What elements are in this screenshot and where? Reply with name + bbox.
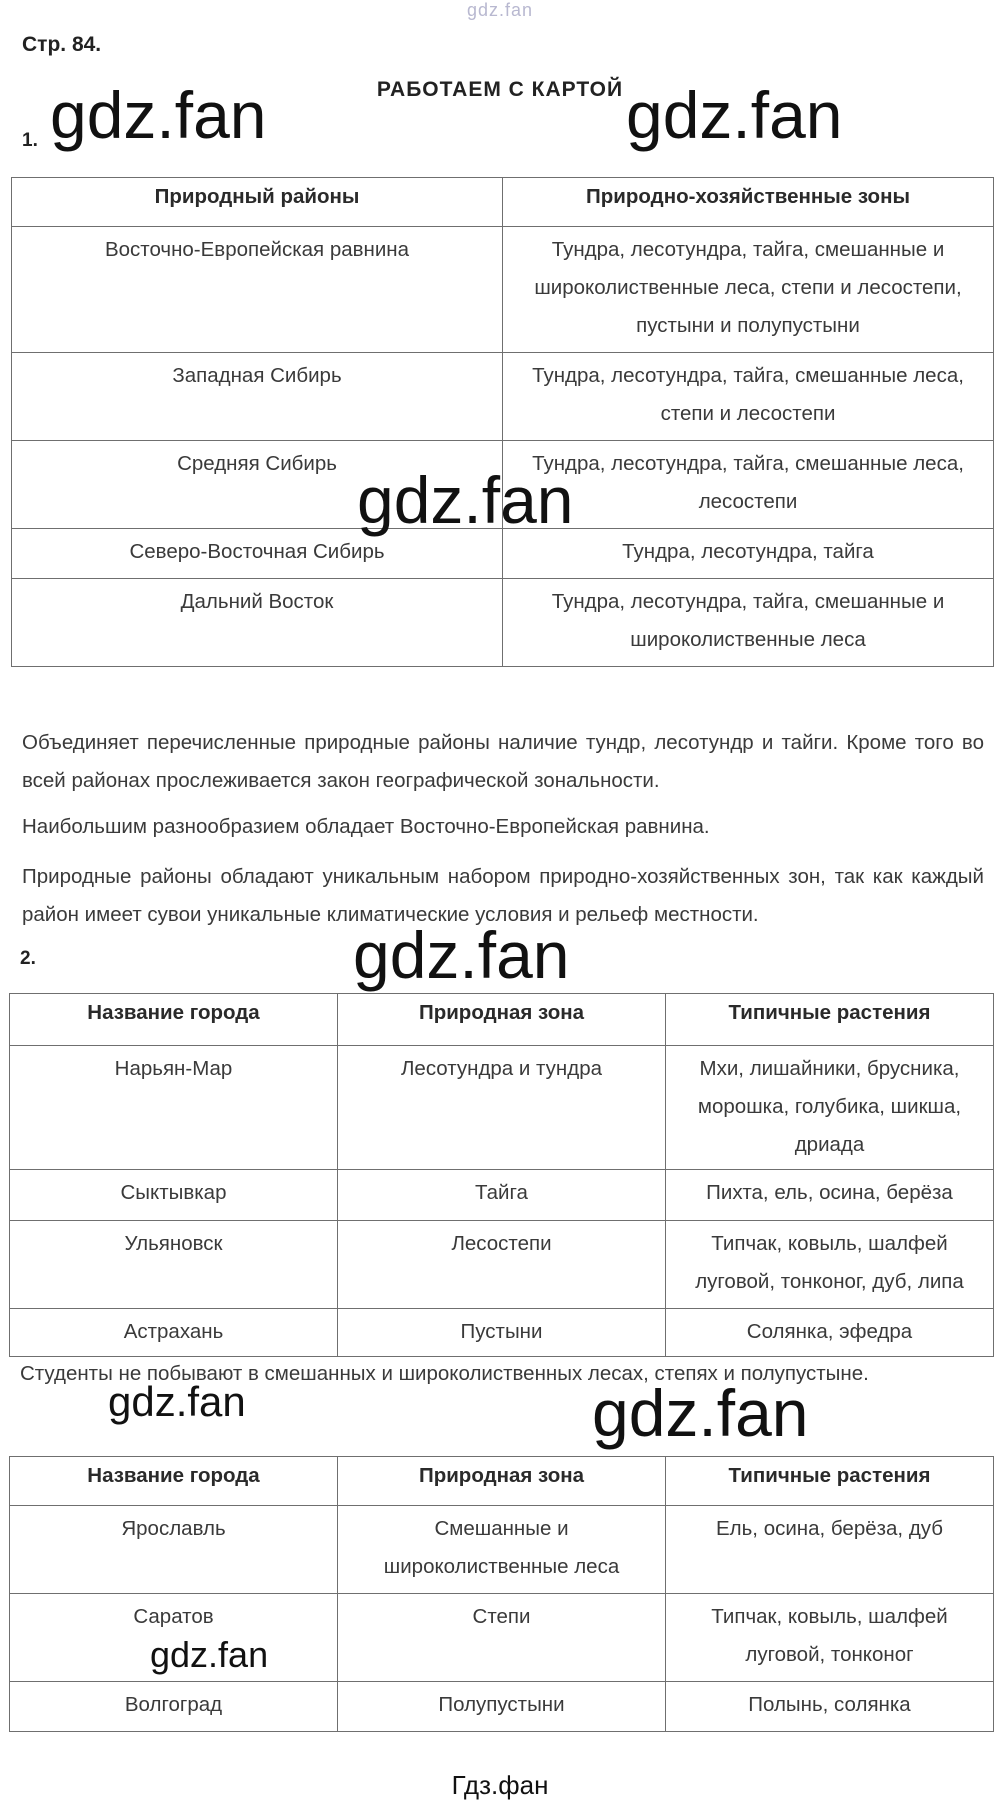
plants-cell: Солянка, эфедра (666, 1309, 994, 1357)
zones-cell: Тундра, лесотундра, тайга, смешанные и широколиственные леса (503, 579, 994, 667)
watermark-logo: gdz.fan (150, 1634, 269, 1675)
zones-cell: Тундра, лесотундра, тайга (503, 529, 994, 579)
city-cell: Ярославль (10, 1506, 338, 1594)
table-row (10, 1046, 994, 1170)
table-row (10, 1170, 994, 1221)
zone-cell: Степи (338, 1594, 666, 1682)
zone-cell: Смешанные и широколиственные леса (338, 1506, 666, 1594)
task-2-number: 2. (20, 948, 36, 969)
table-row (10, 1506, 994, 1594)
paragraph-diversity: Наибольшим разнообразием обладает Восточно-Европейская равнина. (22, 815, 710, 838)
table-row (10, 1682, 994, 1732)
region-cell: Западная Сибирь (12, 353, 503, 441)
zone-cell: Лесостепи (338, 1221, 666, 1309)
zone-cell: Пустыни (338, 1309, 666, 1357)
paragraph-common: Объединяет перечисленные природные районы наличие тундр, лесотундр и тайги. Кроме того во всей районах прослеживается закон географической зональности. (22, 731, 984, 792)
students-note: Студенты не побывают в смешанных и широколиственных лесах, степях и полупустыне. (20, 1362, 869, 1385)
zone-cell: Тайга (338, 1170, 666, 1221)
plants-cell: Ель, осина, берёза, дуб (666, 1506, 994, 1594)
table-row (12, 579, 994, 667)
watermark-logo: gdz.fan (592, 1376, 809, 1450)
city-cell: Сыктывкар (10, 1170, 338, 1221)
section-title: РАБОТАЕМ С КАРТОЙ (376, 78, 624, 101)
cities-table (9, 993, 994, 1357)
task-1-number: 1. (22, 130, 38, 151)
table-row (12, 227, 994, 353)
column-header-region: Природный районы (12, 178, 503, 227)
zones-cell: Тундра, лесотундра, тайга, смешанные и широколиственные леса, степи и лесостепи, пустыни и полупустыни (503, 227, 994, 353)
zone-cell: Полупустыни (338, 1682, 666, 1732)
watermark-logo: gdz.fan (626, 78, 843, 152)
region-cell: Восточно-Европейская равнина (12, 227, 503, 353)
zone-cell: Лесотундра и тундра (338, 1046, 666, 1170)
region-cell: Средняя Сибирь (12, 441, 503, 529)
column-header-zone: Природная зона (338, 1457, 666, 1506)
zones-cell: Тундра, лесотундра, тайга, смешанные леса, лесостепи (503, 441, 994, 529)
city-cell: Саратов (10, 1594, 338, 1682)
watermark-logo: gdz.fan (353, 918, 570, 992)
city-cell: Нарьян-Мар (10, 1046, 338, 1170)
top-watermark: gdz.fan (467, 0, 534, 20)
table-header-row (10, 1457, 994, 1506)
city-cell: Ульяновск (10, 1221, 338, 1309)
watermark-logo: gdz.fan (108, 1378, 246, 1425)
footer-watermark: Гдз.фан (451, 1770, 549, 1800)
column-header-zones: Природно-хозяйственные зоны (503, 178, 994, 227)
plants-cell: Пихта, ель, осина, берёза (666, 1170, 994, 1221)
watermark-logo: gdz.fan (357, 463, 574, 537)
watermark-logo: gdz.fan (50, 78, 267, 152)
region-cell: Северо-Восточная Сибирь (12, 529, 503, 579)
column-header-plants: Типичные растения (666, 1457, 994, 1506)
plants-cell: Мхи, лишайники, брусника, морошка, голубика, шикша, дриада (666, 1046, 994, 1170)
column-header-city: Название города (10, 994, 338, 1046)
plants-cell: Типчак, ковыль, шалфей луговой, тонконог (666, 1594, 994, 1682)
city-cell: Волгоград (10, 1682, 338, 1732)
cities-table-2 (9, 1456, 994, 1732)
table-row (12, 353, 994, 441)
plants-cell: Типчак, ковыль, шалфей луговой, тонконог, дуб, липа (666, 1221, 994, 1309)
column-header-plants: Типичные растения (666, 994, 994, 1046)
column-header-city: Название города (10, 1457, 338, 1506)
table-header-row (12, 178, 994, 227)
paragraph-unique: Природные районы обладают уникальным набором природно-хозяйственных зон, так как каждый район имеет сувои уникальные климатические условия и рельеф местности. (22, 865, 984, 926)
table-row (10, 1309, 994, 1357)
column-header-zone: Природная зона (338, 994, 666, 1046)
zones-cell: Тундра, лесотундра, тайга, смешанные леса, степи и лесостепи (503, 353, 994, 441)
plants-cell: Полынь, солянка (666, 1682, 994, 1732)
region-cell: Дальний Восток (12, 579, 503, 667)
table-row (10, 1221, 994, 1309)
city-cell: Астрахань (10, 1309, 338, 1357)
table-header-row (10, 994, 994, 1046)
regions-table (11, 177, 994, 667)
page-label: Стр. 84. (22, 33, 102, 56)
